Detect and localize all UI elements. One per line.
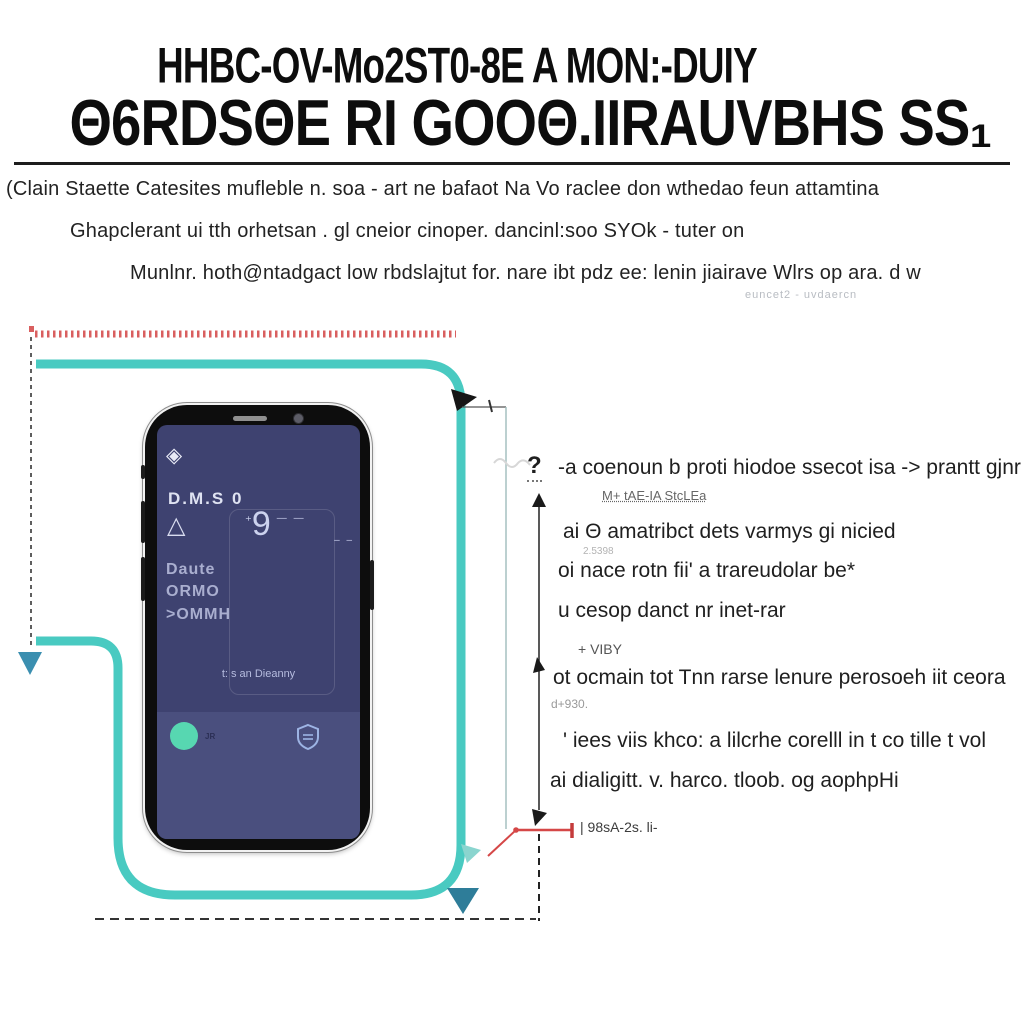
avatar bbox=[170, 722, 198, 750]
screen-label-3: >OMMH bbox=[166, 606, 231, 623]
power-button bbox=[370, 560, 374, 610]
intro-line-3: Munlnr. hoth@ntadgact low rbdslajtut for. nare ibt pdz ee: lenin jiairave Wlrs op ara. d w bbox=[130, 262, 921, 284]
screen-note: t: s an Dieanny bbox=[221, 668, 296, 680]
red-leader-diagonal bbox=[488, 830, 516, 856]
annotation-line-9: d+930. bbox=[551, 697, 589, 711]
phone-screen bbox=[157, 425, 360, 839]
volume-button bbox=[141, 501, 145, 543]
annotation-line-6: u cesop danct nr inet-rar bbox=[558, 599, 786, 622]
annotation-line-3: ai Θ amatribct dets varmys gi nicied bbox=[563, 520, 896, 543]
reading-dashes bbox=[277, 513, 354, 546]
avatar-label: JR bbox=[205, 732, 216, 741]
reading-digit: 9 bbox=[251, 505, 271, 543]
page-title-line1: HHBC-OV-Mo2ST0-8E A MON:-DUIY bbox=[157, 37, 757, 94]
annotation-line-7: + VIBY bbox=[578, 641, 622, 657]
app-logo-icon: ◈ bbox=[166, 444, 183, 467]
intro-line-2: Ghapclerant ui tth orhetsan . gl cneior cinoper. dancinl:soo SYOk - tuter on bbox=[70, 220, 745, 242]
bottom-down-arrow-icon bbox=[447, 888, 479, 914]
reading-dashes-row1: — — bbox=[276, 513, 306, 524]
faint-scribble bbox=[494, 459, 530, 467]
screen-label-1: Daute bbox=[166, 561, 216, 578]
reading-plus: ⁺ bbox=[245, 513, 252, 528]
annotation-line-1: -a coenoun b proti hiodoe ssecot isa -> prantt gjnr bbox=[558, 456, 1021, 479]
annotation-line-8: ot ocmain tot Tnn rarse lenure perosoeh iit ceora bbox=[553, 666, 1006, 689]
red-dash-start-tick bbox=[29, 326, 34, 332]
page-title-line2: Θ6RDSΘE RI GOOΘ.IIRAUVBHS SS₁ bbox=[69, 87, 992, 160]
screen-label-2: ORMO bbox=[166, 583, 220, 600]
annotation-line-4: 2.5398 bbox=[583, 546, 614, 557]
reading-value bbox=[245, 507, 354, 546]
screen-bottom-panel bbox=[157, 712, 360, 839]
annotation-line-12: | 98sA-2s. li- bbox=[580, 819, 658, 835]
annotation-line-10: ' iees viis khco: a lilcrhe corelll in t co tille t vol bbox=[563, 729, 986, 752]
reading-dashes-row2: – – bbox=[334, 535, 355, 546]
speaker-grille bbox=[233, 416, 267, 421]
front-camera bbox=[293, 413, 304, 424]
bixby-button bbox=[141, 557, 145, 601]
dimension-bottom-chevron-icon bbox=[532, 809, 547, 826]
left-button-top bbox=[141, 465, 145, 479]
annotation-line-11: ai dialigitt. v. harco. tloob. og aophpHi bbox=[550, 769, 899, 792]
question-mark-label: ? bbox=[527, 452, 542, 482]
left-down-arrow-icon bbox=[18, 652, 42, 675]
connector-tick bbox=[489, 400, 492, 412]
smartphone-body bbox=[145, 405, 370, 850]
annotation-line-5: oi nace rotn fii' a trareudolar be* bbox=[558, 559, 856, 582]
annotation-line-2: M+ tAE-IA StcLEa bbox=[602, 488, 707, 503]
smartphone bbox=[143, 403, 372, 852]
shield-icon bbox=[295, 723, 321, 756]
dimension-top-arrow-icon bbox=[532, 493, 546, 507]
warning-triangle-icon: △ bbox=[167, 512, 186, 539]
screen-title: D.M.S 0 bbox=[168, 489, 244, 508]
intro-footnote: euncet2 - uvdaercn bbox=[745, 289, 858, 301]
intro-line-1: (Clain Staette Catesites mufleble n. soa - art ne bafaot Na Vo raclee don wthedao feun attamtina bbox=[6, 178, 880, 200]
